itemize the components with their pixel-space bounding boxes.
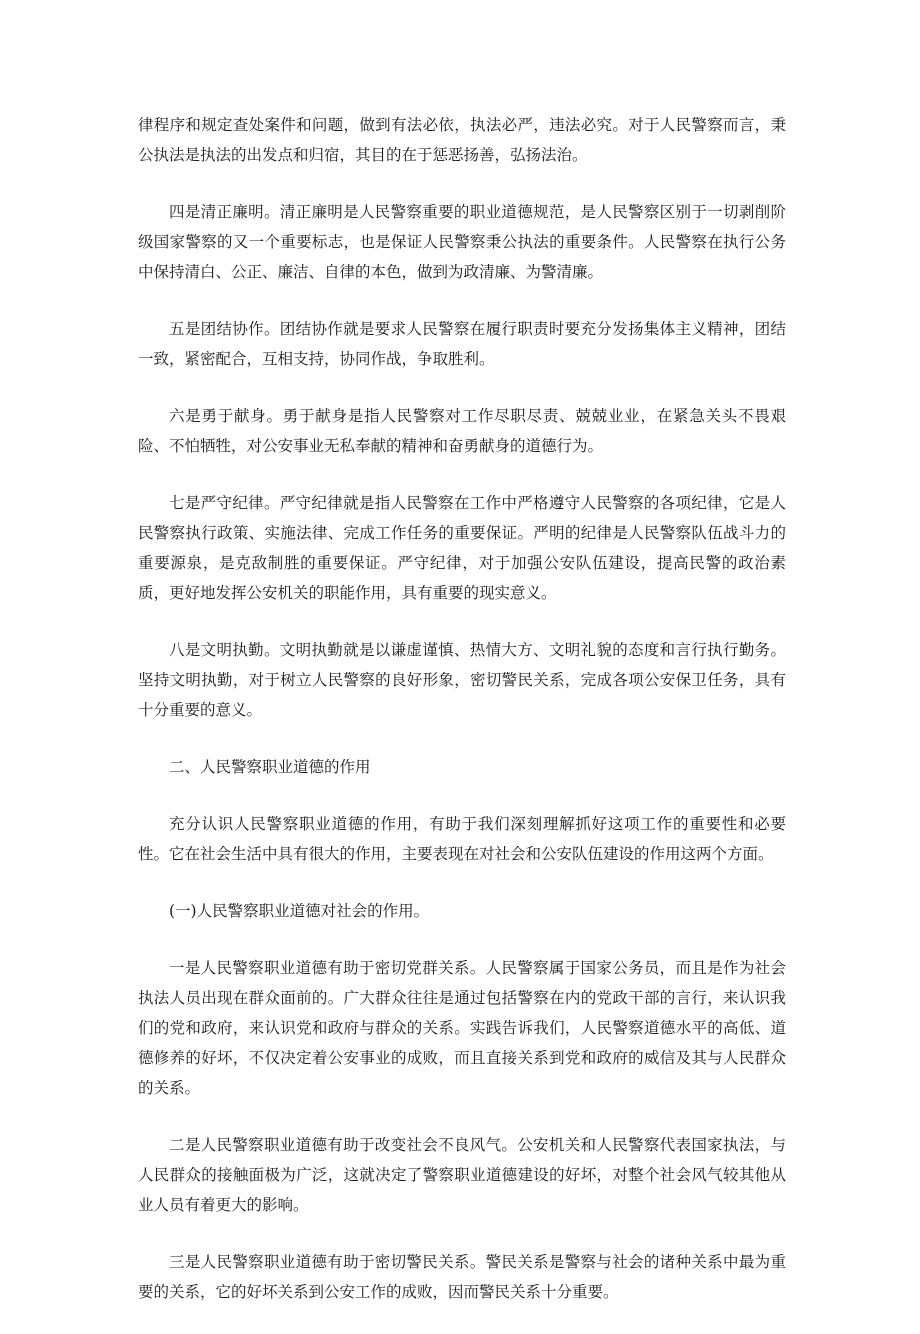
paragraph-cooperation: 五是团结协作。团结协作就是要求人民警察在履行职责时要充分发扬集体主义精神，团结一致，紧密配合，互相支持，协同作战，争取胜利。 xyxy=(138,320,786,368)
paragraph-dedication: 六是勇于献身。勇于献身是指人民警察对工作尽职尽责、兢兢业业，在紧急关头不畏艰险、不怕牺牲，对公安事业无私奉献的精神和奋勇献身的道德行为。 xyxy=(138,407,786,455)
paragraph-continued: 律程序和规定查处案件和问题，做到有法必依，执法必严，违法必究。对于人民警察而言，秉公执法是执法的出发点和归宿，其目的在于惩恶扬善，弘扬法治。 xyxy=(138,116,786,164)
paragraph-social-atmosphere: 二是人民警察职业道德有助于改变社会不良风气。公安机关和人民警察代表国家执法，与人民群众的接触面极为广泛，这就决定了警察职业道德建设的好坏，对整个社会风气较其他从业人员有着更大的影响。 xyxy=(138,1136,786,1214)
paragraph-civil-duty: 八是文明执勤。文明执勤就是以谦虚谨慎、热情大方、文明礼貌的态度和言行执行勤务。坚持文明执勤，对于树立人民警察的良好形象，密切警民关系，完成各项公安保卫任务，具有十分重要的意义。 xyxy=(138,641,786,719)
section-heading: 二、人民警察职业道德的作用 xyxy=(169,758,371,776)
paragraph-police-relations: 三是人民警察职业道德有助于密切警民关系。警民关系是警察与社会的诸种关系中最为重要的关系，它的好坏关系到公安工作的成败，因而警民关系十分重要。 xyxy=(138,1253,786,1301)
subsection-heading: (一)人民警察职业道德对社会的作用。 xyxy=(169,902,430,920)
paragraph-role-intro: 充分认识人民警察职业道德的作用，有助于我们深刻理解抓好这项工作的重要性和必要性。它在社会生活中具有很大的作用，主要表现在对社会和公安队伍建设的作用这两个方面。 xyxy=(138,815,786,863)
paragraph-integrity: 四是清正廉明。清正廉明是人民警察重要的职业道德规范，是人民警察区别于一切剥削阶级国家警察的又一个重要标志，也是保证人民警察秉公执法的重要条件。人民警察在执行公务中保持清白、公正、廉洁、自律的本色，做到为政清廉、为警清廉。 xyxy=(138,203,786,281)
document-body xyxy=(138,110,786,1334)
paragraph-party-relations: 一是人民警察职业道德有助于密切党群关系。人民警察属于国家公务员，而且是作为社会执法人员出现在群众面前的。广大群众往往是通过包括警察在内的党政干部的言行，来认识我们的党和政府，来认识党和政府与群众的关系。实践告诉我们，人民警察道德水平的高低、道德修养的好坏，不仅决定着公安事业的成败，而且直接关系到党和政府的威信及其与人民群众的关系。 xyxy=(138,959,786,1097)
paragraph-discipline: 七是严守纪律。严守纪律就是指人民警察在工作中严格遵守人民警察的各项纪律，它是人民警察执行政策、实施法律、完成工作任务的重要保证。严明的纪律是人民警察队伍战斗力的重要源泉，是克敌制胜的重要保证。严守纪律，对于加强公安队伍建设，提高民警的政治素质，更好地发挥公安机关的职能作用，具有重要的现实意义。 xyxy=(138,494,786,602)
